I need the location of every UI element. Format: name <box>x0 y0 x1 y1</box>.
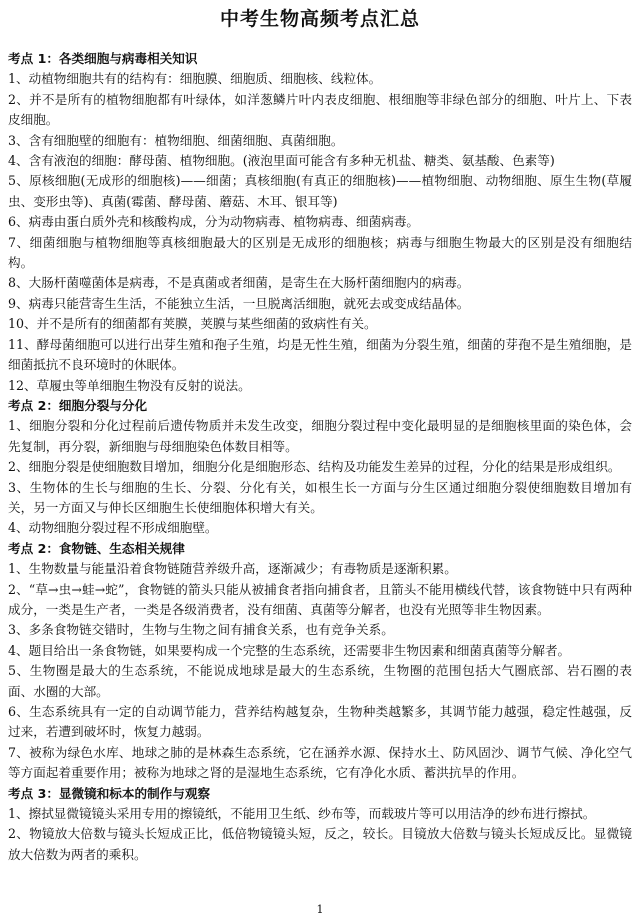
list-item: 5、原核细胞(无成形的细胞核)——细菌；真核细胞(有真正的细胞核)——植物细胞、动物细胞、原生生物(草履虫、变形虫等)、真菌(霉菌、酵母菌、蘑菇、木耳、银耳等) <box>8 173 632 209</box>
list-item: 5、生物圈是最大的生态系统，不能说成地球是最大的生态系统，生物圈的范围包括大气圈底部、岩石圈的表面、水圈的大部。 <box>8 663 632 699</box>
list-item: 1、生物数量与能量沿着食物链随营养级升高，逐渐减少；有毒物质是逐渐积累。 <box>8 561 457 577</box>
list-item: 1、细胞分裂和分化过程前后遗传物质并未发生改变，细胞分裂过程中变化最明显的是细胞核里面的染色体，会先复制，再分裂，新细胞与母细胞染色体数目相等。 <box>8 418 632 454</box>
list-item: 1、擦拭显微镜镜头采用专用的擦镜纸，不能用卫生纸、纱布等，而载玻片等可以用洁净的纱布进行擦拭。 <box>8 806 596 822</box>
list-item: 7、细菌细胞与植物细胞等真核细胞最大的区别是无成形的细胞核；病毒与细胞生物最大的区别是没有细胞结构。 <box>8 234 632 271</box>
list-item: 9、病毒只能营寄生生活，不能独立生活，一旦脱离活细胞，就死去或变成结晶体。 <box>8 295 470 311</box>
list-item: 4、动物细胞分裂过程不形成细胞壁。 <box>8 520 218 536</box>
list-item: 4、题目给出一条食物链，如果要构成一个完整的生态系统，还需要非生物因素和细菌真菌等分解者。 <box>8 642 571 658</box>
list-item: 2、物镜放大倍数与镜头长短成正比，低倍物镜镜头短，反之，较长。目镜放大倍数与镜头长短成反比。显微镜放大倍数为两者的乘积。 <box>8 826 632 862</box>
list-item: 6、生态系统具有一定的自动调节能力，营养结构越复杂，生物种类越繁多，其调节能力越强，稳定性越强，反过来，若遭到破坏时，恢复力越弱。 <box>8 704 632 740</box>
list-item: 2、细胞分裂是使细胞数目增加，细胞分化是细胞形态、结构及功能发生差异的过程，分化的结果是形成组织。 <box>8 459 621 475</box>
list-item: 1、动植物细胞共有的结构有：细胞膜、细胞质、细胞核、线粒体。 <box>8 71 382 87</box>
list-item: 4、含有液泡的细胞：酵母菌、植物细胞。(液泡里面可能含有多种无机盐、糖类、氨基酸、色素等) <box>8 153 555 169</box>
list-item: 7、被称为绿色水库、地球之肺的是林森生态系统，它在涵养水源、保持水土、防风固沙、调节气候、净化空气等方面起着重要作用；被称为地球之肾的是湿地生态系统，它有净化水质、蓄洪抗旱的作用。 <box>8 744 632 781</box>
list-item: 6、病毒由蛋白质外壳和核酸构成，分为动物病毒、植物病毒、细菌病毒。 <box>8 214 420 230</box>
list-item: 12、草履虫等单细胞生物没有反射的说法。 <box>8 377 251 393</box>
document-title: 中考生物高频考点汇总 <box>219 8 420 30</box>
section-heading: 考点 2：食物链、生态相关规律 <box>8 540 185 556</box>
list-item: 2、“草→虫→蛙→蛇”，食物链的箭头只能从被捕食者指向捕食者，且箭头不能用横线代替，该食物链中只有两种成分，一类是生产者，一类是各级消费者，没有细菌、真菌等分解者，也没有光照等非生物因素。 <box>8 581 632 617</box>
list-item: 11、酵母菌细胞可以进行出芽生殖和孢子生殖，均是无性生殖，细菌为分裂生殖，细菌的芽孢不是生殖细胞，是细菌抵抗不良环境时的休眠体。 <box>8 336 632 373</box>
list-item: 10、并不是所有的细菌都有荚膜，荚膜与某些细菌的致病性有关。 <box>8 316 377 332</box>
section-heading: 考点 1：各类细胞与病毒相关知识 <box>8 51 198 66</box>
list-item: 3、生物体的生长与细胞的生长、分裂、分化有关，如根生长一方面与分生区通过细胞分裂使细胞数目增加有关，另一方面又与伸长区细胞生长使细胞体积增大有关。 <box>8 479 632 515</box>
list-item: 3、含有细胞壁的细胞有：植物细胞、细菌细胞、真菌细胞。 <box>8 132 344 148</box>
document-body <box>8 49 632 865</box>
list-item: 3、多条食物链交错时，生物与生物之间有捕食关系，也有竞争关系。 <box>8 622 394 638</box>
list-item: 8、大肠杆菌噬菌体是病毒，不是真菌或者细菌，是寄生在大肠杆菌细胞内的病毒。 <box>8 275 470 291</box>
section-heading: 考点 2：细胞分裂与分化 <box>8 397 148 413</box>
list-item: 2、并不是所有的植物细胞都有叶绿体，如洋葱鳞片叶内表皮细胞、根细胞等非绿色部分的细胞、叶片上、下表皮细胞。 <box>8 91 632 128</box>
section-heading: 考点 3：显微镜和标本的制作与观察 <box>8 785 211 801</box>
page-number: 1 <box>316 903 324 916</box>
